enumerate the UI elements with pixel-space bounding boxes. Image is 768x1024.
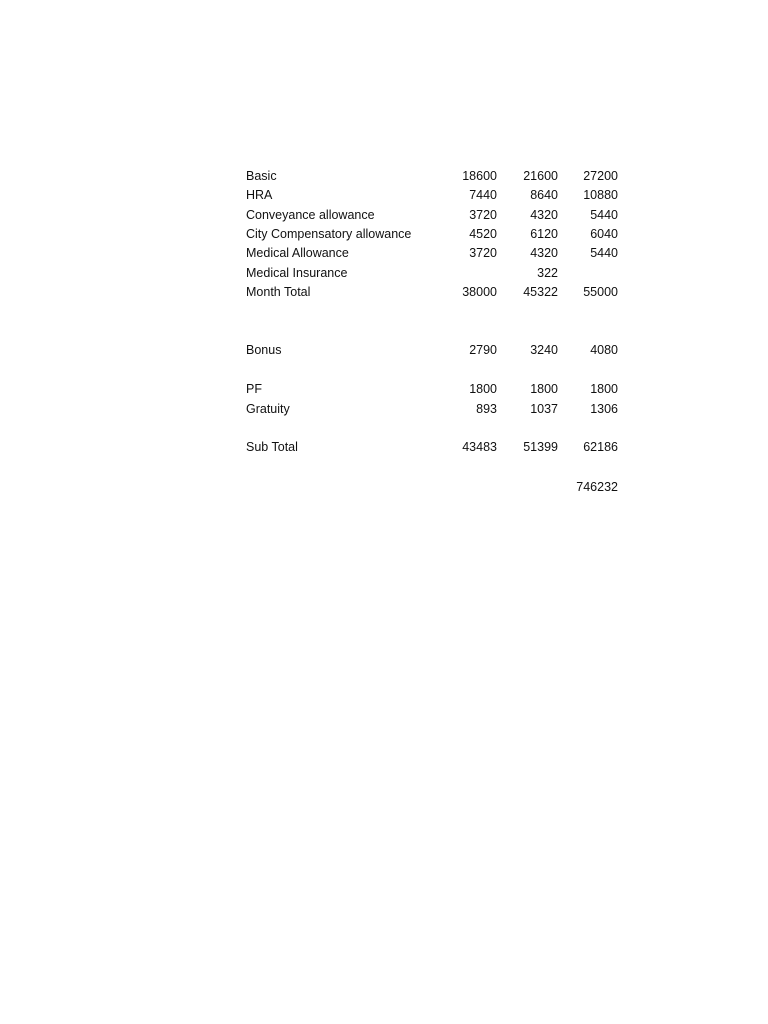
- value-col-2: 1800: [530, 382, 558, 396]
- row-medical-insurance: [246, 263, 626, 283]
- value-col-2: 4320: [530, 208, 558, 222]
- grand-total-value: 746232: [576, 480, 618, 494]
- row-city-compensatory-allowance: [246, 224, 626, 244]
- value-col-2: 45322: [523, 285, 558, 299]
- value-col-2: 8640: [530, 188, 558, 202]
- value-col-2: 21600: [523, 169, 558, 183]
- row-label: Basic: [246, 169, 277, 183]
- row-gratuity: [246, 399, 626, 419]
- value-col-1: 7440: [469, 188, 497, 202]
- row-basic: [246, 166, 626, 186]
- row-month-total: [246, 282, 626, 302]
- value-col-2: 6120: [530, 227, 558, 241]
- value-col-3: 10880: [583, 188, 618, 202]
- row-label: Medical Insurance: [246, 266, 348, 280]
- row-hra: [246, 185, 626, 205]
- value-col-3: 1306: [590, 402, 618, 416]
- row-medical-allowance: [246, 243, 626, 263]
- value-col-2: 51399: [523, 440, 558, 454]
- value-col-3: 62186: [583, 440, 618, 454]
- row-label: Month Total: [246, 285, 311, 299]
- value-col-3: 55000: [583, 285, 618, 299]
- row-pf: [246, 379, 626, 399]
- value-col-3: 1800: [590, 382, 618, 396]
- row-label: PF: [246, 382, 262, 396]
- row-label: Sub Total: [246, 440, 298, 454]
- value-col-1: 2790: [469, 343, 497, 357]
- value-col-1: 18600: [462, 169, 497, 183]
- row-label: Gratuity: [246, 402, 290, 416]
- value-col-1: 4520: [469, 227, 497, 241]
- value-col-2: 4320: [530, 246, 558, 260]
- value-col-1: 3720: [469, 246, 497, 260]
- row-label: Conveyance allowance: [246, 208, 375, 222]
- row-label: Bonus: [246, 343, 282, 357]
- value-col-3: 5440: [590, 246, 618, 260]
- value-col-1: 893: [476, 402, 497, 416]
- row-grand-total: [246, 477, 626, 497]
- value-col-2: 1037: [530, 402, 558, 416]
- row-label: City Compensatory allowance: [246, 227, 412, 241]
- row-label: Medical Allowance: [246, 246, 349, 260]
- value-col-1: 43483: [462, 440, 497, 454]
- row-sub-total: [246, 437, 626, 457]
- value-col-1: 38000: [462, 285, 497, 299]
- value-col-3: 4080: [590, 343, 618, 357]
- row-conveyance-allowance: [246, 205, 626, 225]
- value-col-2: 322: [537, 266, 558, 280]
- value-col-3: 6040: [590, 227, 618, 241]
- value-col-1: 1800: [469, 382, 497, 396]
- value-col-1: 3720: [469, 208, 497, 222]
- value-col-2: 3240: [530, 343, 558, 357]
- value-col-3: 27200: [583, 169, 618, 183]
- value-col-3: 5440: [590, 208, 618, 222]
- row-label: HRA: [246, 188, 273, 202]
- row-bonus: [246, 340, 626, 360]
